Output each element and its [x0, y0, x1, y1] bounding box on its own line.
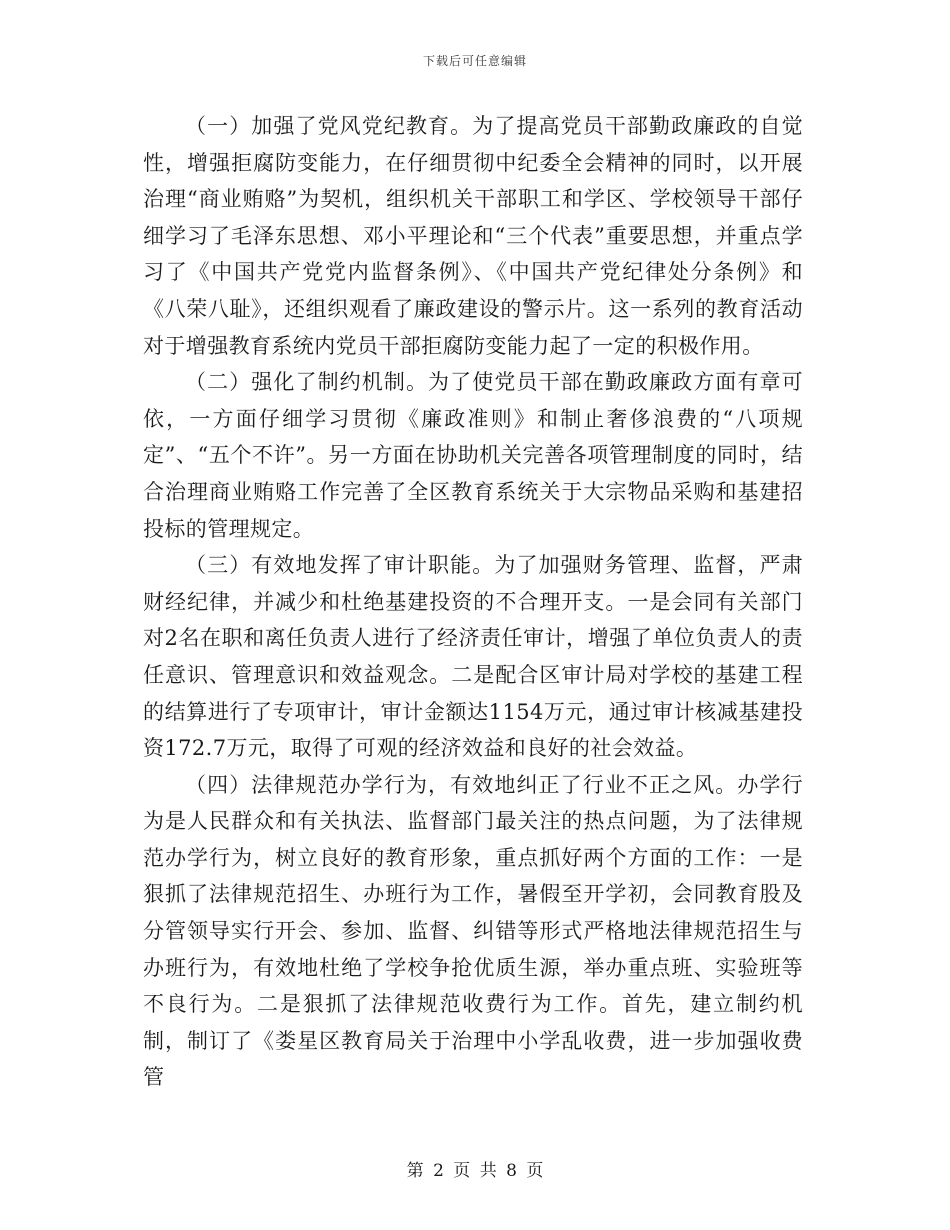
paragraph-school-conduct-regulation: （四）法律规范办学行为，有效地纠正了行业不正之风。办学行为是人民群众和有关执法、监督部门最关注的热点问题，为了法律规范办学行为，树立良好的教育形象，重点抓好两个方面的工作：一是狠抓了法律规范招生、办班行为工作，暑假至开学初，会同教育股及分管领导实行开会、参加、监督、纠错等形式严格地法律规范招生与办班行为，有效地杜绝了学校争抢优质生源，举办重点班、实验班等不良行为。二是狠抓了法律规范收费行为工作。首先，建立制约机制，制订了《娄星区教育局关于治理中小学乱收费，进一步加强收费管	[143, 772, 803, 1090]
page-header-note: 下载后可任意编辑	[422, 54, 527, 68]
paragraph-party-discipline-education: （一）加强了党风党纪教育。为了提高党员干部勤政廉政的自觉性，增强拒腐防变能力，在仔细贯彻中纪委全会精神的同时，以开展治理“商业贿赂”为契机，组织机关干部职工和学区、学校领导干部仔细学习了毛泽东思想、邓小平理论和“三个代表”重要思想，并重点学习了《中国共产党党内监督条例》、《中国共产党纪律处分条例》和《八荣八耻》，还组织观看了廉政建设的警示片。这一系列的教育活动对于增强教育系统内党员干部拒腐防变能力起了一定的积极作用。	[143, 114, 803, 358]
page-number: 第 2 页 共 8 页	[406, 1161, 544, 1181]
paragraph-restraint-mechanism: （二）强化了制约机制。为了使党员干部在勤政廉政方面有章可依，一方面仔细学习贯彻《廉政准则》和制止奢侈浪费的“八项规定”、“五个不许”。另一方面在协助机关完善各项管理制度的同时，结合治理商业贿赂工作完善了全区教育系统关于大宗物品采购和基建招投标的管理规定。	[143, 370, 803, 541]
document-body	[143, 108, 803, 1096]
paragraph-audit-function: （三）有效地发挥了审计职能。为了加强财务管理、监督，严肃财经纪律，并减少和杜绝基建投资的不合理开支。一是会同有关部门对2名在职和离任负责人进行了经济责任审计，增强了单位负责人的责任意识、管理意识和效益观念。二是配合区审计局对学校的基建工程的结算进行了专项审计，审计金额达1154万元，通过审计核减基建投资172.7万元，取得了可观的经济效益和良好的社会效益。	[143, 553, 803, 761]
